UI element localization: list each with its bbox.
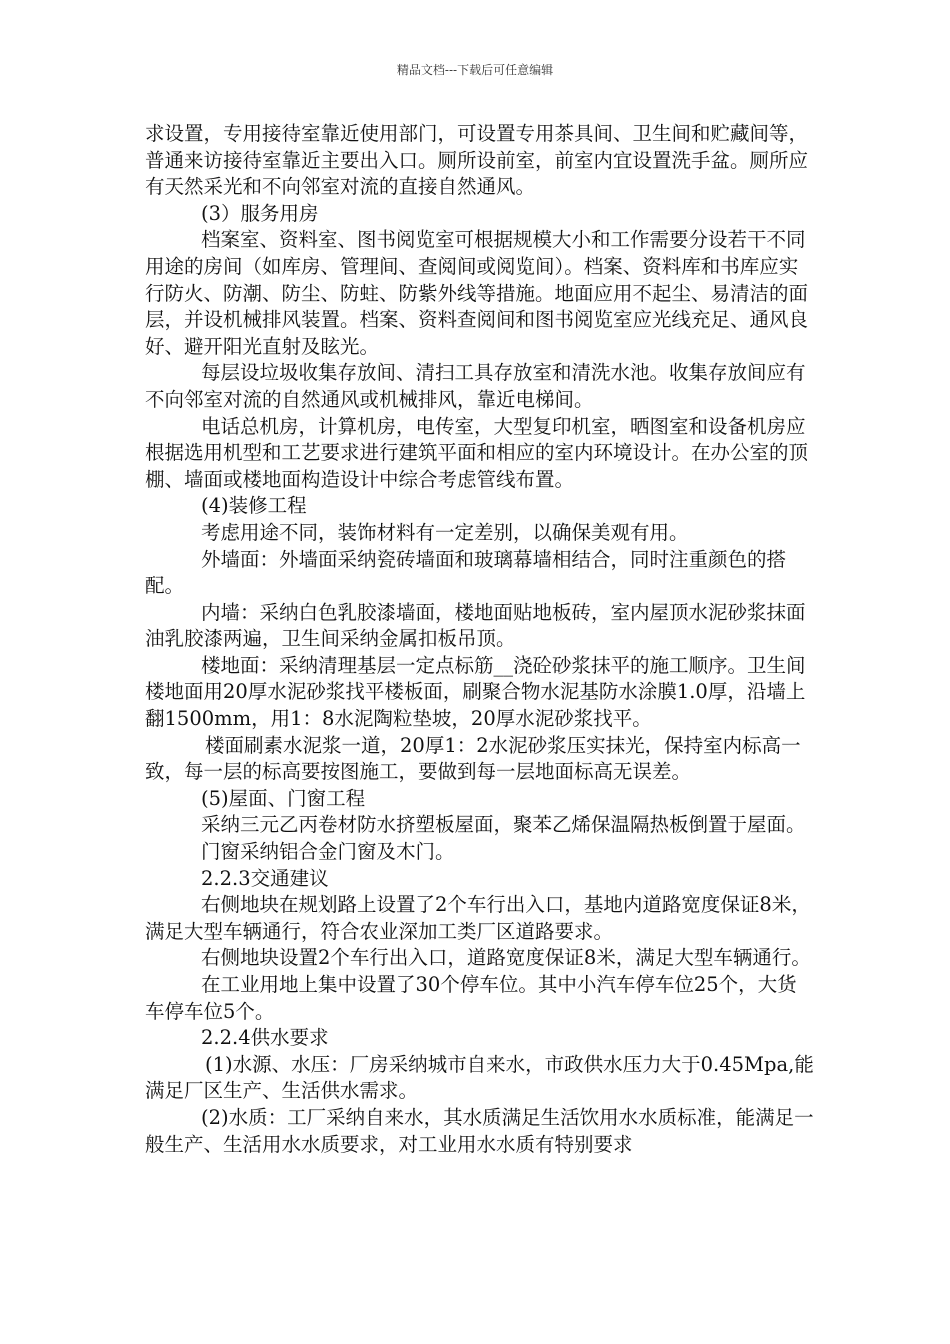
paragraph: (2)水质：工厂采纳自来水，其水质满足生活饮用水水质标准，能满足一般生产、生活用水水质要求，对工业用水水质有特别要求 (145, 1105, 814, 1156)
paragraph: 档案室、资料室、图书阅览室可根据规模大小和工作需要分设若干不同用途的房间（如库房、管理间、查阅间或阅览间）。档案、资料库和书库应实行防火、防潮、防尘、防蛀、防紫外线等措施。地面应用不起尘、易清洁的面层，并设机械排风装置。档案、资料查阅间和图书阅览室应光线充足、通风良好、避开阳光直射及眩光。 (145, 228, 809, 358)
paragraph: 门窗采纳铝合金门窗及木门。 (201, 840, 455, 864)
section-heading: (4)装修工程 (201, 494, 307, 518)
paragraph: 电话总机房，计算机房，电传室，大型复印机室，晒图室和设备机房应根据选用机型和工艺要求进行建筑平面和相应的室内环境设计。在办公室的顶棚、墙面或楼地面构造设计中综合考虑管线布置。 (145, 414, 809, 491)
paragraph: 考虑用途不同，装饰材料有一定差别，以确保美观有用。 (201, 520, 689, 544)
paragraph: 楼地面：采纳清理基层一定点标筋__浇砼砂浆抹平的施工顺序。卫生间楼地面用20厚水泥砂浆找平楼板面，刷聚合物水泥基防水涂膜1.0厚，沿墙上翻1500mm，用1：8水泥陶粒垫坡，20厚水泥砂浆找平。 (145, 653, 806, 731)
paragraph: 楼面刷素水泥浆一道，20厚1：2水泥砂浆压实抹光，保持室内标高一致，每一层的标高要按图施工，要做到每一层地面标高无误差。 (145, 733, 801, 784)
section-heading: (5)屋面、门窗工程 (201, 786, 366, 810)
paragraph: 内墙：采纳白色乳胶漆墙面，楼地面贴地板砖，室内屋顶水泥砂浆抹面油乳胶漆两遍，卫生间采纳金属扣板吊顶。 (145, 600, 806, 651)
section-heading: 2.2.3交通建议 (201, 866, 329, 890)
paragraph: 求设置，专用接待室靠近使用部门，可设置专用茶具间、卫生间和贮藏间等，普通来访接待室靠近主要出入口。厕所设前室，前室内宜设置洗手盆。厕所应有天然采光和不向邻室对流的直接自然通风。 (145, 122, 809, 199)
paragraph: 右侧地块在规划路上设置了2个车行出入口，基地内道路宽度保证8米，满足大型车辆通行，符合农业深加工类厂区道路要求。 (145, 893, 811, 943)
paragraph: 每层设垃圾收集存放间、清扫工具存放室和清洗水池。收集存放间应有不向邻室对流的自然通风或机械排风，靠近电梯间。 (145, 361, 806, 411)
paragraph: (1)水源、水压：厂房采纳城市自来水，市政供水压力大于0.45Mpa,能满足厂区生产、生活供水需求。 (145, 1052, 814, 1103)
section-heading: (3）服务用房 (201, 201, 319, 225)
paragraph: 右侧地块设置2个车行出入口，道路宽度保证8米，满足大型车辆通行。 (201, 946, 811, 970)
section-heading: 2.2.4供水要求 (201, 1026, 329, 1050)
page-header: 精品文档---下载后可任意编辑 (396, 63, 554, 77)
document-body (145, 121, 815, 1158)
paragraph: 在工业用地上集中设置了30个停车位。其中小汽车停车位25个，大货车停车位5个。 (145, 973, 797, 1023)
paragraph: 采纳三元乙丙卷材防水挤塑板屋面，聚苯乙烯保温隔热板倒置于屋面。 (201, 813, 806, 837)
paragraph: 外墙面：外墙面采纳瓷砖墙面和玻璃幕墙相结合，同时注重颜色的搭配。 (145, 547, 787, 598)
